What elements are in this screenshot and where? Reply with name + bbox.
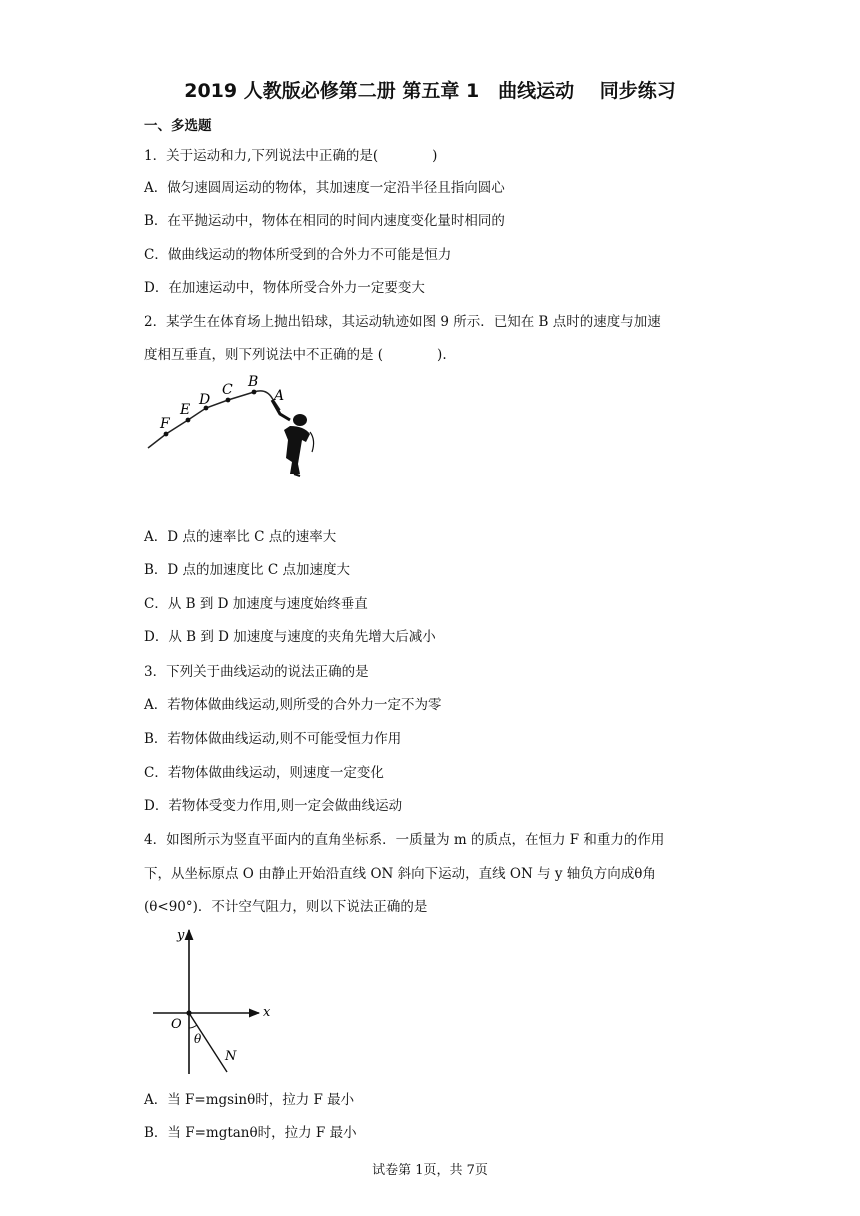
theta-arc	[189, 1025, 197, 1028]
q4-stem-line3: (θ<90°)．不计空气阻力，则以下说法正确的是	[144, 899, 428, 915]
label-e: E	[180, 402, 191, 418]
label-a: A	[274, 388, 285, 404]
q1-option-c: C．做曲线运动的物体所受到的合外力不可能是恒力	[144, 247, 452, 263]
label-y: y	[177, 928, 185, 943]
q1-stem: 1．关于运动和力,下列说法中正确的是( )	[144, 148, 438, 164]
q4-option-b: B．当 F=mgtanθ时，拉力 F 最小	[144, 1125, 357, 1141]
page-footer: 试卷第 1页，共 7页	[372, 1163, 488, 1178]
q1-option-a: A．做匀速圆周运动的物体，其加速度一定沿半径且指向圆心	[144, 180, 505, 196]
point-c-dot	[226, 398, 231, 403]
label-b: B	[248, 374, 259, 390]
q4-option-a: A．当 F=mgsinθ时，拉力 F 最小	[144, 1092, 355, 1108]
coordinate-system-figure	[145, 922, 285, 1082]
point-e-dot	[186, 418, 191, 423]
label-o: O	[171, 1017, 182, 1032]
q2-option-d: D．从 B 到 D 加速度与速度的夹角先增大后减小	[144, 629, 436, 645]
label-f: F	[160, 416, 170, 432]
q3-option-b: B．若物体做曲线运动,则不可能受恒力作用	[144, 731, 402, 747]
shot-put-trajectory-figure	[140, 370, 330, 480]
origin-dot	[186, 1010, 191, 1015]
athlete-figure	[272, 400, 314, 476]
section-heading: 一、多选题	[144, 118, 212, 134]
q4-stem-line2: 下，从坐标原点 O 由静止开始沿直线 ON 斜向下运动，直线 ON 与 y 轴负方向成θ角	[144, 866, 656, 882]
q2-stem-line1: 2．某学生在体育场上抛出铅球，其运动轨迹如图 9 所示．已知在 B 点时的速度与加速	[144, 314, 661, 330]
q2-option-b: B．D 点的加速度比 C 点加速度大	[144, 562, 350, 578]
point-f-dot	[164, 432, 169, 437]
label-c: C	[222, 382, 233, 398]
page-title: 2019 人教版必修第二册 第五章 1 曲线运动 同步练习	[184, 80, 676, 102]
q3-stem: 3．下列关于曲线运动的说法正确的是	[144, 664, 369, 680]
q3-option-d: D．若物体受变力作用,则一定会做曲线运动	[144, 798, 403, 814]
q2-option-c: C．从 B 到 D 加速度与速度始终垂直	[144, 596, 368, 612]
q2-option-a: A．D 点的速率比 C 点的速率大	[144, 529, 337, 545]
q1-option-d: D．在加速运动中，物体所受合外力一定要变大	[144, 280, 425, 296]
q2-stem-line2: 度相互垂直，则下列说法中不正确的是 ( ).	[144, 347, 447, 363]
point-b-dot	[252, 390, 257, 395]
label-x: x	[263, 1005, 271, 1020]
label-d: D	[199, 392, 211, 408]
label-n: N	[225, 1049, 237, 1064]
q4-stem-line1: 4．如图所示为竖直平面内的直角坐标系．一质量为 m 的质点，在恒力 F 和重力的作用	[144, 832, 665, 848]
q3-option-a: A．若物体做曲线运动,则所受的合外力一定不为零	[144, 697, 442, 713]
label-theta: θ	[194, 1032, 202, 1046]
q1-option-b: B．在平抛运动中，物体在相同的时间内速度变化量时相同的	[144, 213, 505, 229]
q3-option-c: C．若物体做曲线运动，则速度一定变化	[144, 765, 384, 781]
